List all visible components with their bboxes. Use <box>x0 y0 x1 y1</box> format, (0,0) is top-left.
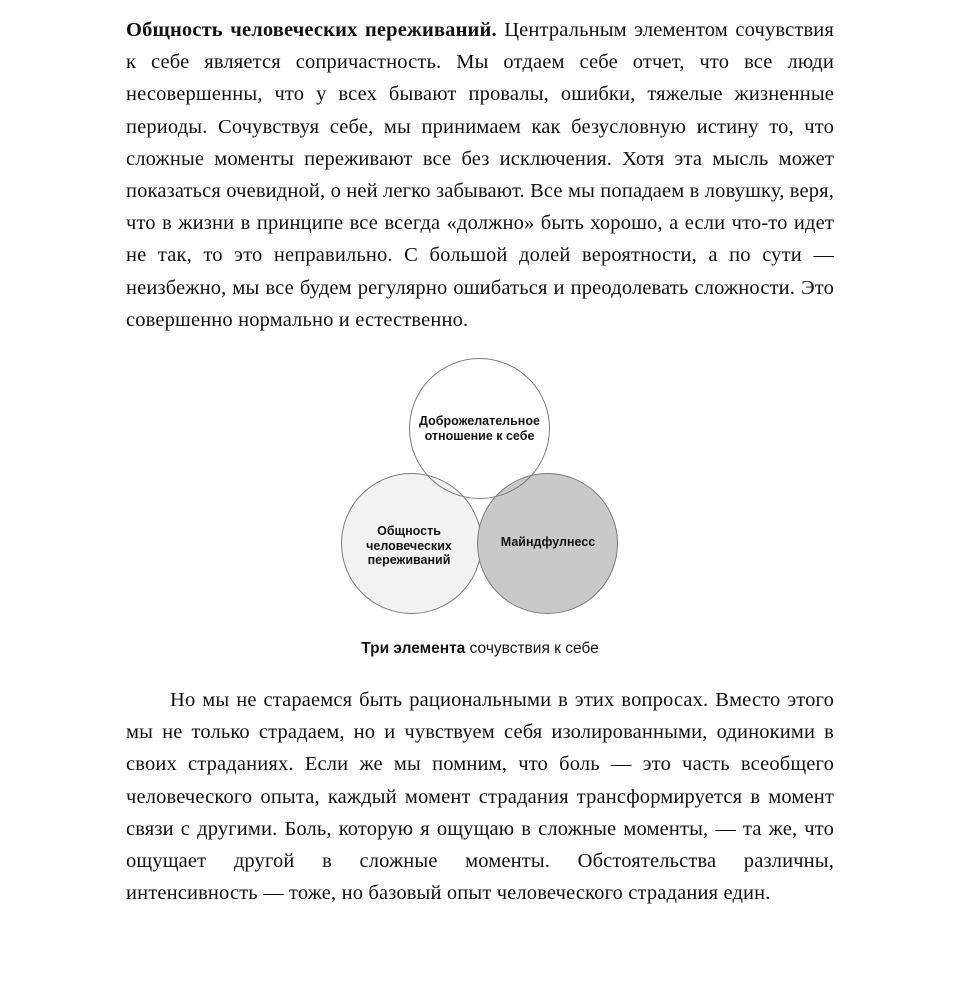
figure-bottom-spacer <box>126 654 834 684</box>
venn-label-mindfulness: Майндфулнесс <box>500 535 596 550</box>
figure-caption <box>126 640 834 658</box>
venn-diagram-figure <box>126 354 834 658</box>
paragraph-second: Но мы не стараемся быть рациональными в этих вопросах. Вместо этого мы не только страдаем, но и чувствуем себя изолированными, одинокими в своих страданиях. Если же мы помним, что боль — это часть всеобщего человеческого опыта, каждый момент страдания трансформируется в момент связи с другими. Боль, которую я ощущаю в сложные моменты, — та же, что ощущает другой в сложные моменты. Обстоятельства различны, интенсивность — тоже, но базовый опыт человеческого страдания един. <box>126 689 834 905</box>
figure-caption-rest: сочувствия к себе <box>465 640 599 658</box>
venn-label-common-humanity: Общность человеческих переживаний <box>366 524 452 568</box>
figure-caption-strong: Три элемента <box>361 640 466 658</box>
paragraph-lead-in: Общность человеческих переживаний. <box>126 19 497 41</box>
venn-label-self-kindness: Доброжелательное отношение к себе <box>419 414 540 443</box>
paragraph-first-body: Центральным элементом сочувствия к себе является сопричастность. Мы отдаем себе отчет, что все люди несовершенны, что у всех бывают провалы, ошибки, тяжелые жизненные периоды. Сочувствуя себе, мы принимаем как безусловную истину то, что сложные моменты переживают все без исключения. Хотя эта мысль может показаться очевидной, о ней легко забывают. Все мы попадаем в ловушку, веря, что в жизни в принципе все всегда «должно» быть хорошо, а если что-то идет не так, то это неправильно. С большой долей вероятности, а по сути — неизбежно, мы все будем регулярно ошибаться и преодолевать сложности. Это совершенно нормально и естественно. <box>126 19 834 331</box>
paragraph-first <box>126 14 834 336</box>
venn-diagram <box>340 354 620 624</box>
